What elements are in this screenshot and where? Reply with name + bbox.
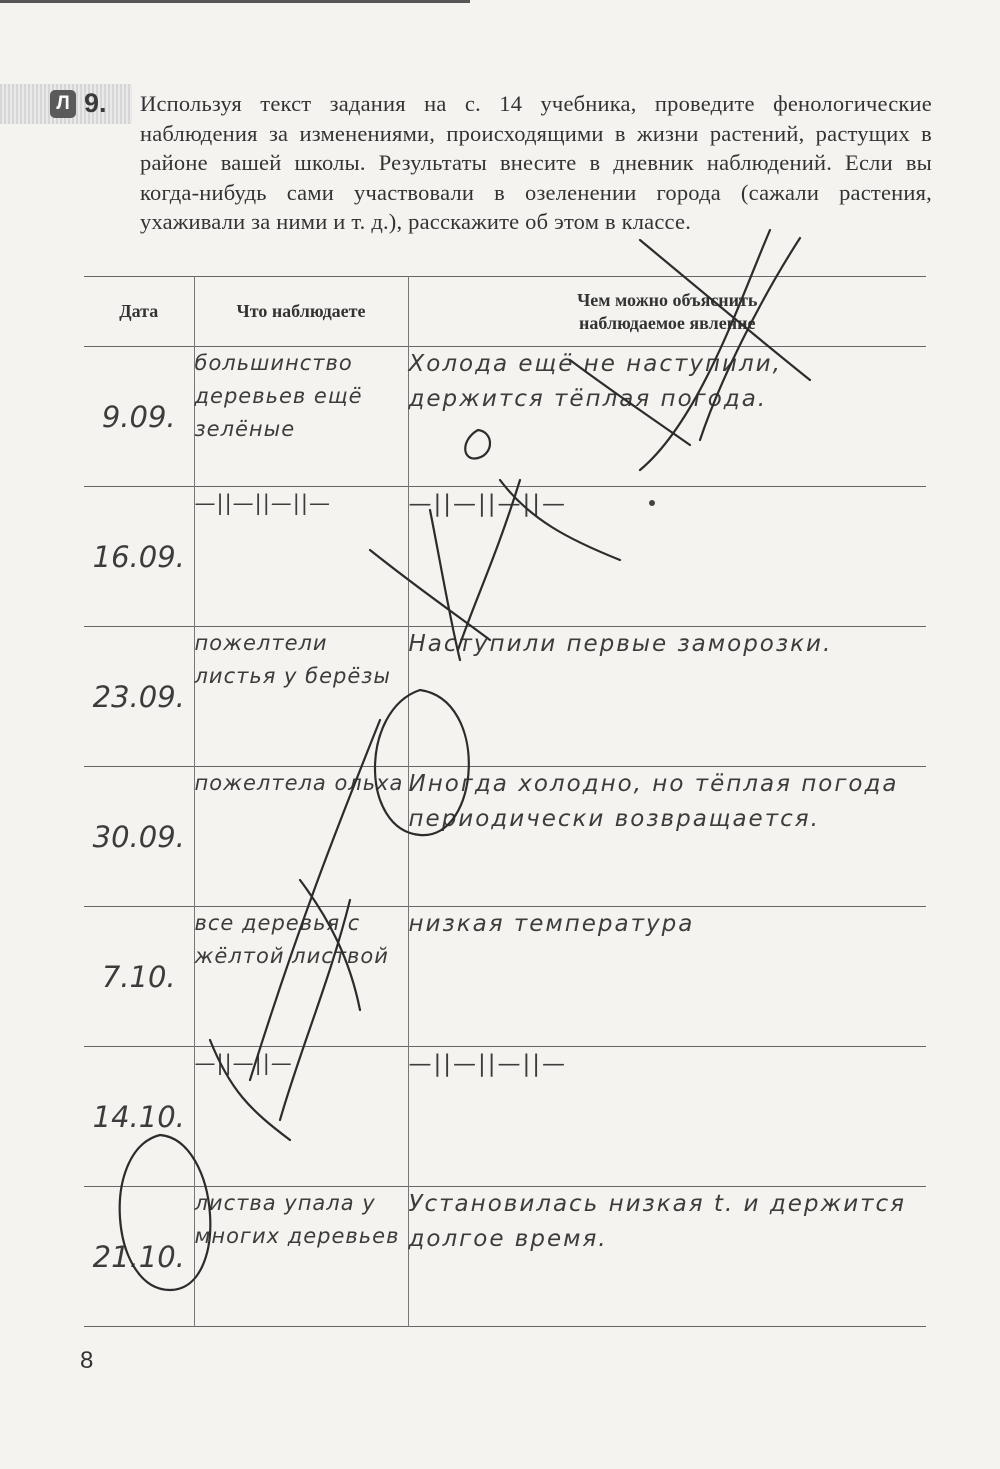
row-date: 16.09. (84, 487, 194, 627)
row-observation: пожелтели листья у берёзы (194, 627, 408, 767)
row-date: 9.09. (84, 347, 194, 487)
table-row (84, 1187, 926, 1327)
table-row (84, 347, 926, 487)
row-explanation: —||—||—||— (408, 1047, 926, 1187)
header-explanation-label: Чем можно объяснить наблюдаемое явление (577, 289, 758, 333)
row-explanation: Иногда холодно, но тёплая погода периодически возвращается. (408, 767, 926, 907)
table-row (84, 1047, 926, 1187)
row-observation: листва упала у многих деревьев (194, 1187, 408, 1327)
row-observation: все деревья с жёлтой листвой (194, 907, 408, 1047)
row-date: 30.09. (84, 767, 194, 907)
row-observation: —||—||— (194, 1047, 408, 1187)
table-header-row (84, 277, 926, 347)
table-row (84, 627, 926, 767)
row-observation: —||—||—||— (194, 487, 408, 627)
observation-diary-table (84, 276, 926, 1327)
task-type-badge: Л (50, 90, 76, 118)
header-observation-label: Что наблюдаете (236, 301, 366, 321)
task-number: 9. (84, 88, 107, 118)
page-number: 8 (80, 1347, 94, 1374)
row-date: 21.10. (84, 1187, 194, 1327)
row-date: 14.10. (84, 1047, 194, 1187)
header-observation (194, 277, 408, 347)
row-explanation: —||—||—||— (408, 487, 926, 627)
table-row (84, 907, 926, 1047)
table-row (84, 487, 926, 627)
row-date: 7.10. (84, 907, 194, 1047)
row-explanation: низкая температура (408, 907, 926, 1047)
row-explanation: Установилась низкая t. и держится долгое время. (408, 1187, 926, 1327)
header-explanation (408, 277, 926, 347)
table-row (84, 767, 926, 907)
row-observation: большинство деревьев ещё зелёные (194, 347, 408, 487)
task-text: Используя текст задания на с. 14 учебника, проведите фенологические наблюдения за изменениями, происходящими в жизни растений, растущих в районе вашей школы. Результаты внесите в дневник наблюдений. Если вы когда-нибудь сами участвовали в озеленении города (сажали растения, ухаживали за ними и т. д.), расскажите об этом в классе. (140, 91, 932, 235)
row-observation: пожелтела ольха (194, 767, 408, 907)
row-explanation: Наступили первые заморозки. (408, 627, 926, 767)
row-date: 23.09. (84, 627, 194, 767)
row-explanation: Холода ещё не наступили, держится тёплая погода. (408, 347, 926, 487)
header-date: Дата (84, 277, 194, 347)
top-rule (0, 0, 470, 3)
